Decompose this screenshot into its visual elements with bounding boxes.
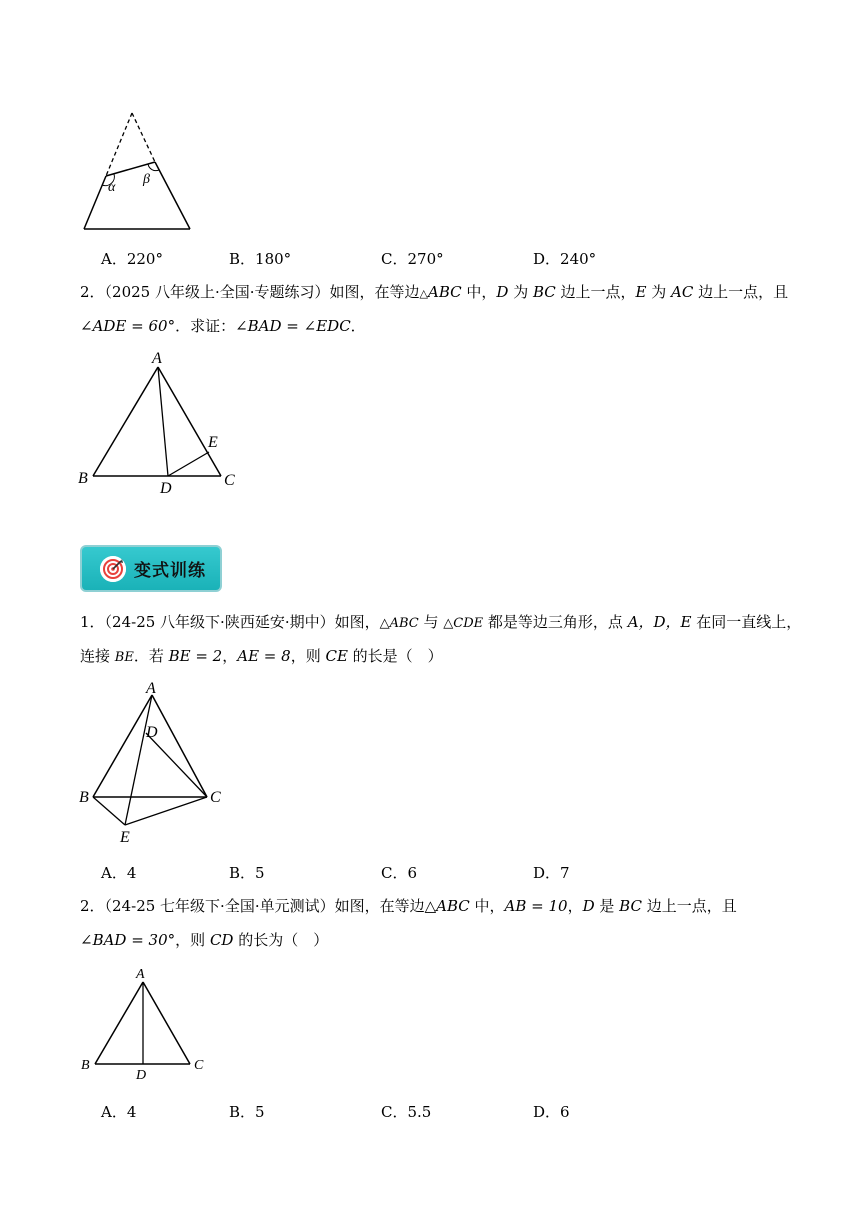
v2-line-1: 2．（24-25 七年级下·全国·单元测试）如图，在等边△ABC 中，AB = 10，D 是 BC 边上一点，且 [80,897,737,915]
label-d: D [160,480,172,495]
option-c: C．5.5 [381,1103,432,1121]
option-a: A．4 [101,864,137,882]
option-b: B．5 [229,1103,265,1121]
option-b: B．180° [229,250,292,268]
label-d: D [136,1068,147,1083]
q2-line-1: 2．（2025 八年级上·全国·专题练习）如图，在等边△ABC 中，D 为 BC 边上一点，E 为 AC 边上一点，且 [80,283,789,301]
target-icon [100,556,126,582]
q2-line-2: ∠ADE = 60°．求证：∠BAD = ∠EDC． [80,317,366,335]
option-c: C．270° [381,250,444,268]
option-d: D．240° [533,250,597,268]
alpha-label: α [108,180,116,195]
v1-triangle-figure [75,676,235,848]
label-e: E [120,829,130,846]
v1-options [101,862,701,882]
label-c: C [210,789,221,806]
truncated-triangle-figure [75,105,205,235]
option-d: D．6 [533,1103,570,1121]
beta-label: β [143,172,150,187]
v1-line-2: 连接 BE．若 BE = 2，AE = 8，则 CE 的长是（ ） [80,647,443,665]
label-a: A [136,967,145,982]
label-b: B [78,470,88,487]
label-d: D [146,724,158,741]
label-a: A [146,680,156,697]
q2-triangle-figure [75,345,245,495]
prev-question-options [101,248,701,268]
v2-options [101,1101,701,1121]
option-b: B．5 [229,864,265,882]
label-e: E [208,434,218,451]
v1-line-1: 1．（24-25 八年级下·陕西延安·期中）如图，△ABC 与 △CDE 都是等边三角形，点 A，D，E 在同一直线上， [80,613,802,631]
variation-training-banner [80,545,222,592]
label-c: C [224,472,235,489]
v2-line-2: ∠BAD = 30°，则 CD 的长为（ ） [80,931,329,949]
label-b: B [79,789,89,806]
option-a: A．4 [101,1103,137,1121]
label-c: C [194,1058,204,1073]
v2-triangle-figure [75,962,215,1084]
label-a: A [152,350,162,367]
option-d: D．7 [533,864,570,882]
label-b: B [81,1058,90,1073]
banner-label: 变式训练 [134,561,206,581]
option-c: C．6 [381,864,418,882]
option-a: A．220° [101,250,163,268]
